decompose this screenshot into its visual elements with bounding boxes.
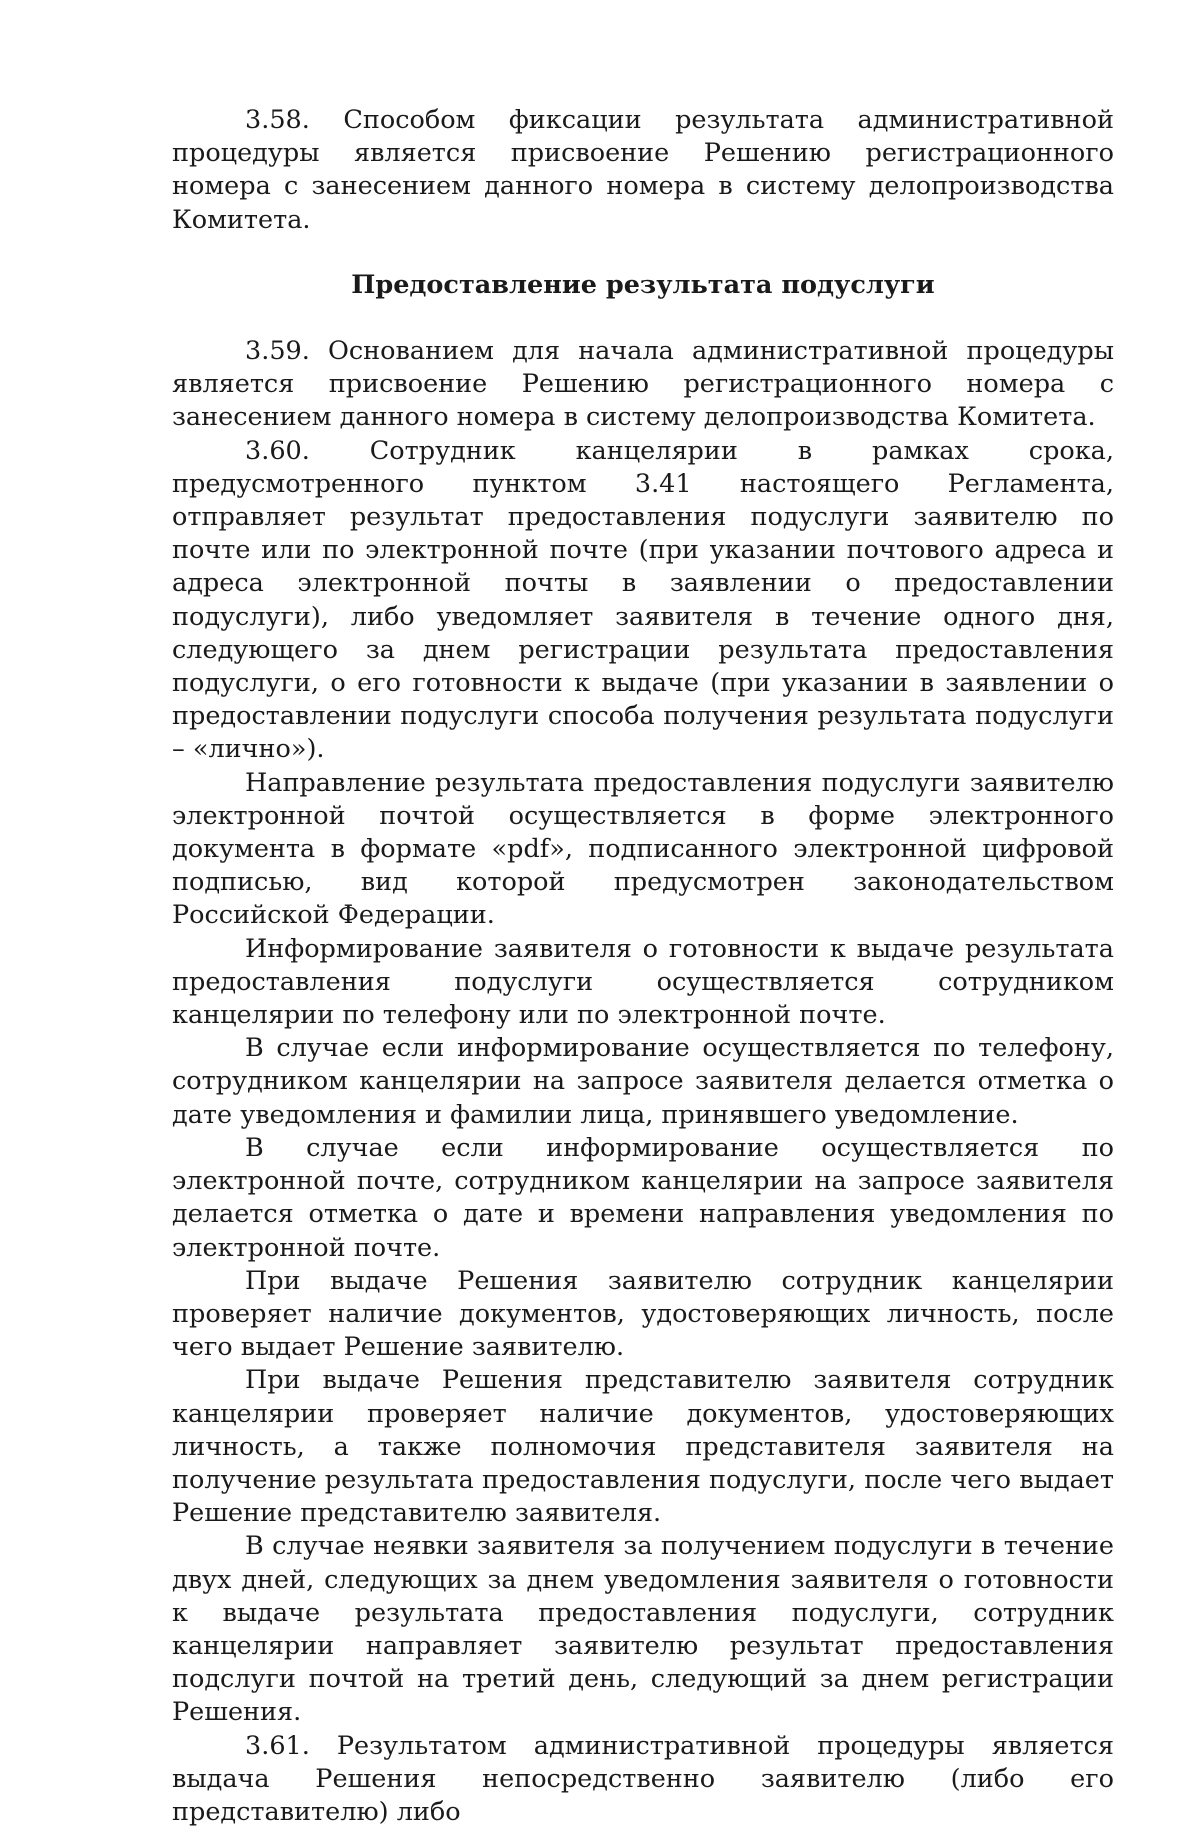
- paragraph-phone-case: В случае если информирование осуществляется по телефону, сотрудником канцелярии на запросе заявителя делается отметка о дате уведомления и фамилии лица, принявшего уведомление.: [172, 1033, 1114, 1130]
- paragraph-3-60: 3.60. Сотрудник канцелярии в рамках срока, предусмотренного пунктом 3.41 настоящего Регламента, отправляет результат предоставления подуслуги заявителю по почте или по электронной почте (при указании почтового адреса и адреса электронной почты в заявлении о предоставлении подуслуги), либо уведомляет заявителя в течение одного дня, следующего за днем регистрации результата предоставления подуслуги, о его готовности к выдаче (при указании в заявлении о предоставлении подуслуги способа получения результата подуслуги – «лично»).: [172, 435, 1114, 765]
- paragraph-no-show-case: В случае неявки заявителя за получением подуслуги в течение двух дней, следующих за днем уведомления заявителя о готовности к выдаче результата предоставления подуслуги, сотрудник канцелярии направляет заявителю результат предоставления подслуги почтой на третий день, следующий за днем регистрации Решения.: [172, 1531, 1114, 1728]
- paragraph-email-delivery: Направление результата предоставления подуслуги заявителю электронной почтой осуществляется в форме электронного документа в формате «pdf», подписанного электронной цифровой подписью, вид которой предусмотрен законодательством Российской Федерации.: [172, 767, 1114, 931]
- paragraph-email-case: В случае если информирование осуществляется по электронной почте, сотрудником канцелярии на запросе заявителя делается отметка о дате и времени направления уведомления по электронной почте.: [172, 1132, 1114, 1263]
- paragraph-3-58: 3.58. Способом фиксации результата административной процедуры является присвоение Решению регистрационного номера с занесением данного номера в систему делопроизводства Комитета.: [172, 105, 1114, 235]
- paragraph-3-61: 3.61. Результатом административной процедуры является выдача Решения непосредственно заявителю (либо его представителю) либо: [172, 1730, 1114, 1827]
- document-body: [172, 104, 1114, 1829]
- paragraph-issue-to-applicant: При выдаче Решения заявителю сотрудник канцелярии проверяет наличие документов, удостоверяющих личность, после чего выдает Решение заявителю.: [172, 1265, 1114, 1363]
- paragraph-3-59: 3.59. Основанием для начала административной процедуры является присвоение Решению регистрационного номера с занесением данного номера в систему делопроизводства Комитета.: [172, 336, 1114, 433]
- paragraph-issue-to-representative: При выдаче Решения представителю заявителя сотрудник канцелярии проверяет наличие документов, удостоверяющих личность, а также полномочия представителя заявителя на получение результата предоставления подуслуги, после чего выдает Решение представителю заявителя.: [172, 1365, 1114, 1529]
- paragraph-informing: Информирование заявителя о готовности к выдаче результата предоставления подуслуги осуществляется сотрудником канцелярии по телефону или по электронной почте.: [172, 933, 1114, 1031]
- section-heading: Предоставление результата подуслуги: [351, 269, 935, 300]
